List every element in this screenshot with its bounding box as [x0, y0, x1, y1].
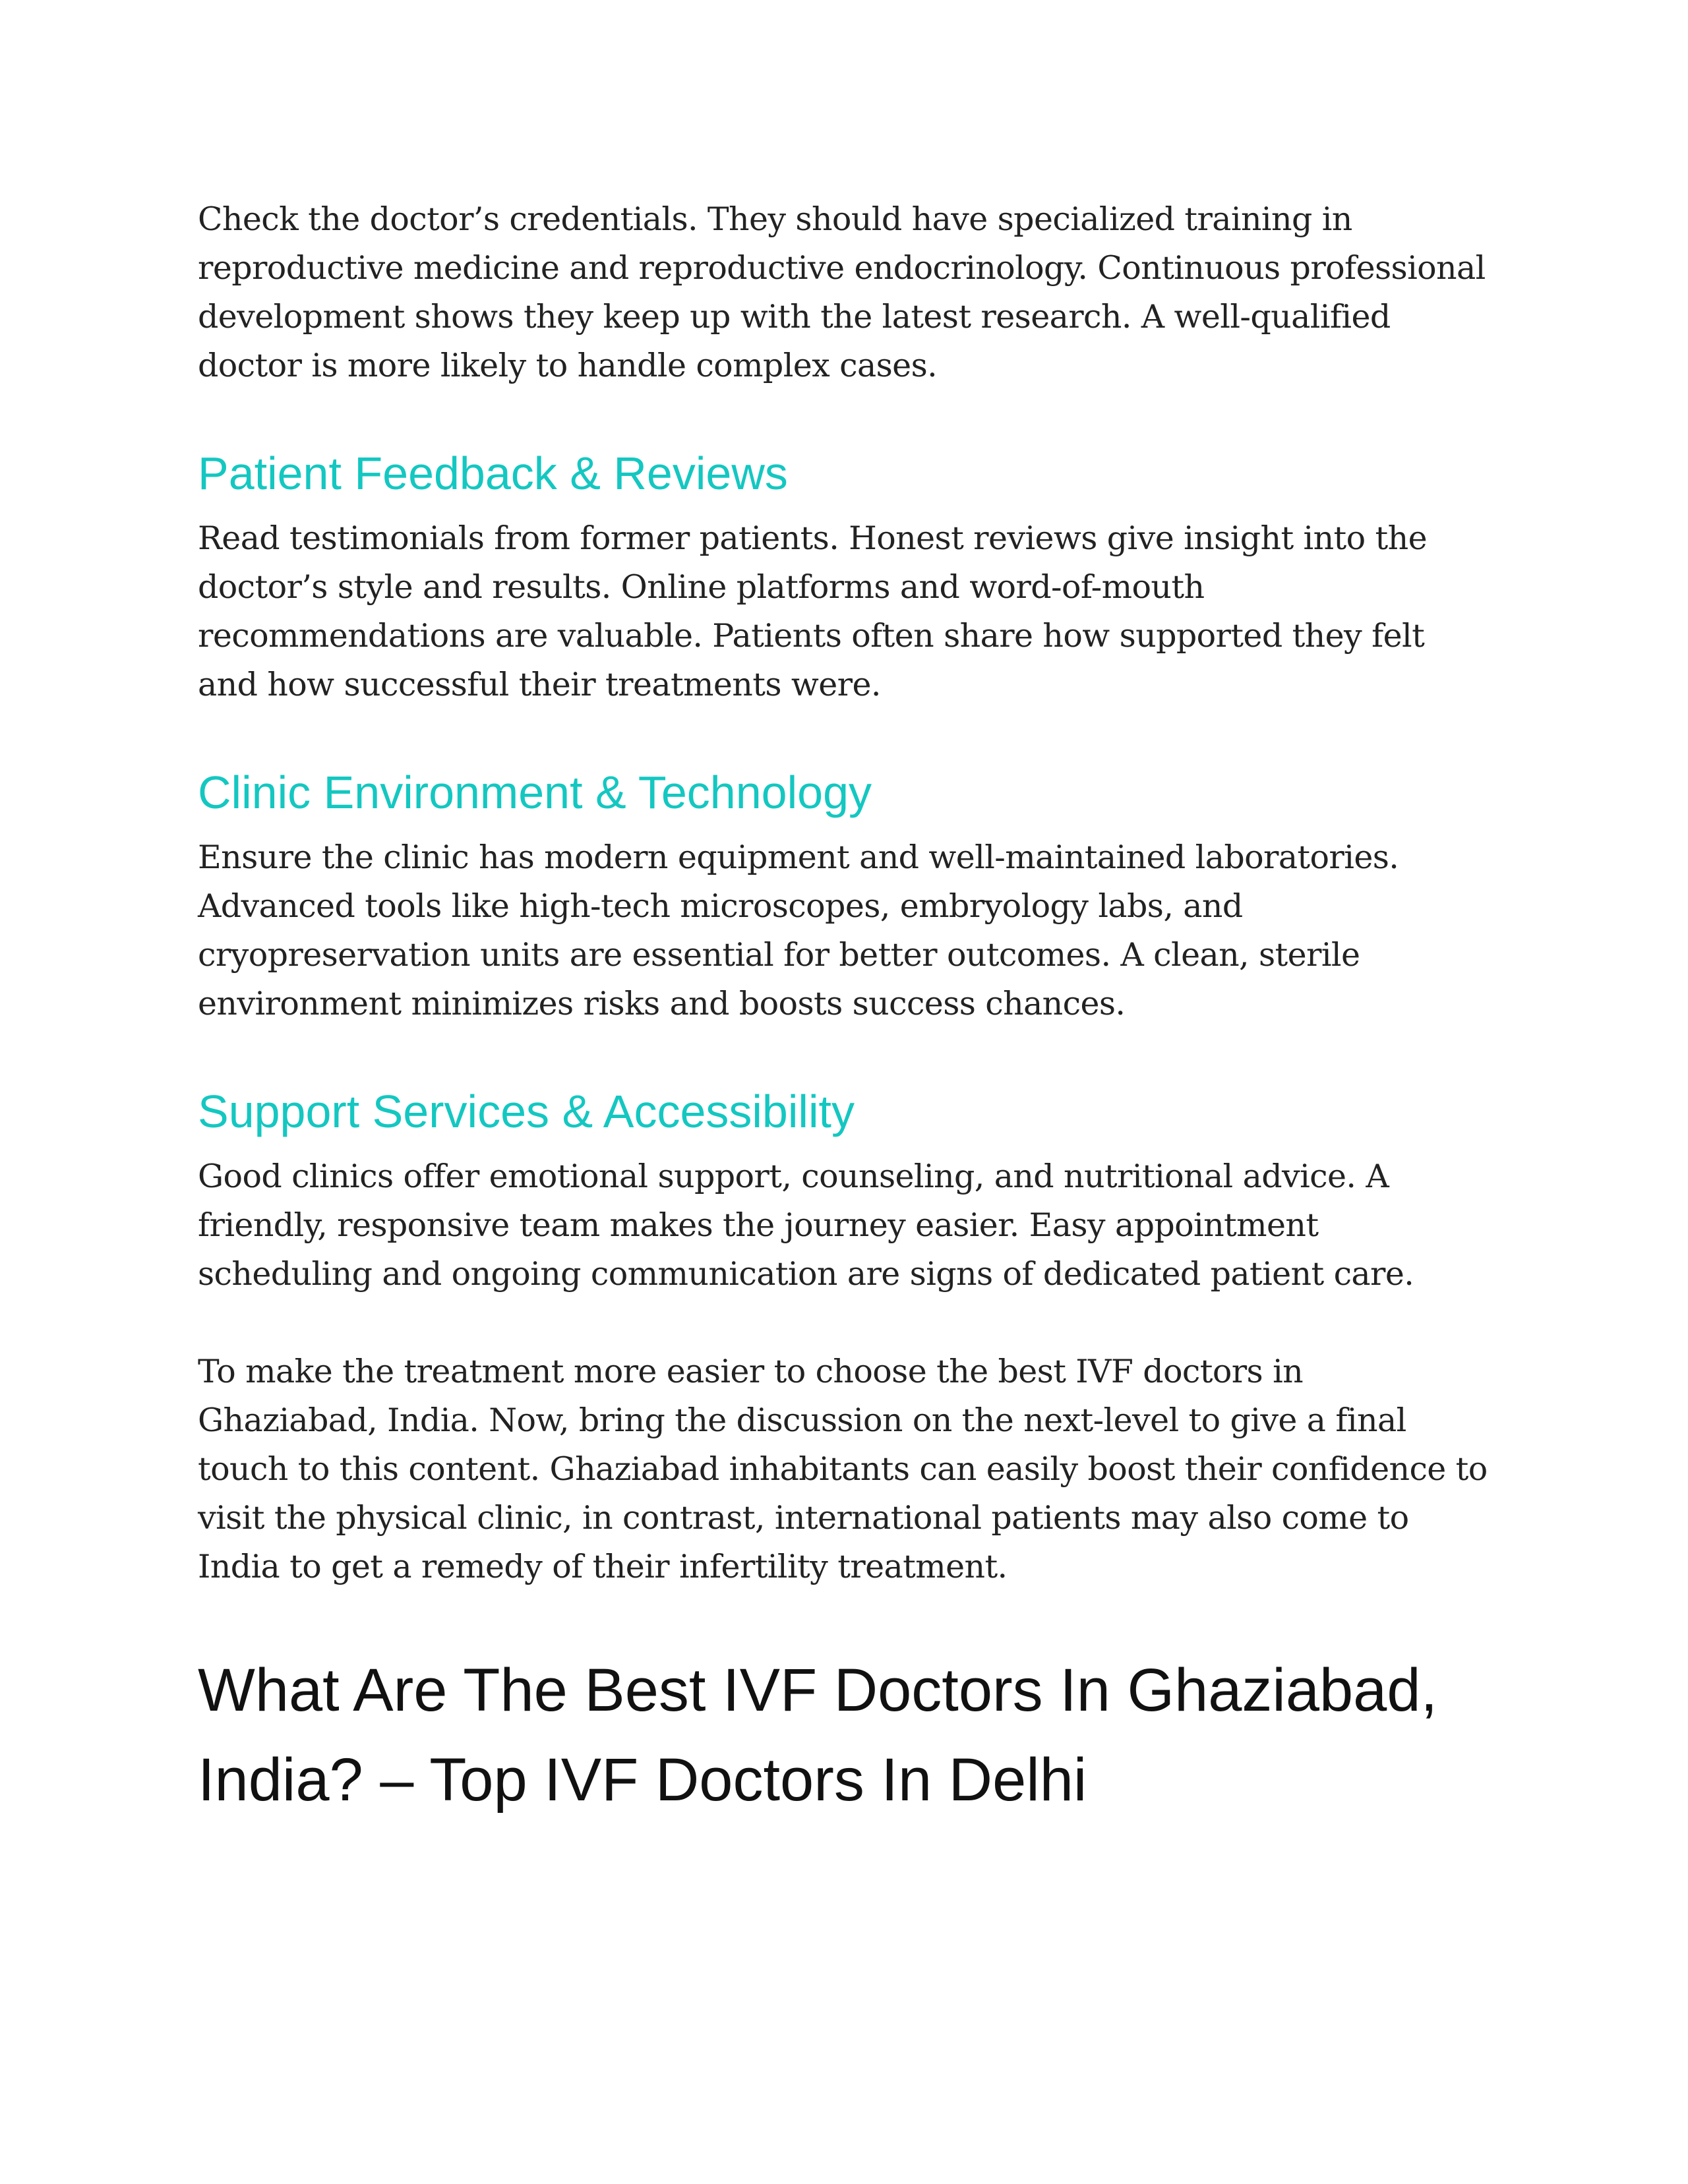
section-heading-support-services: Support Services & Accessibility [198, 1086, 855, 1137]
closing-paragraph: To make the treatment more easier to choose the best IVF doctors in Ghaziabad, India. Now, bring the discussion on the next-level to give a final touch to this content. Ghaziabad inhabitants can easily boost their confidence to visit the physical clinic, in contrast, international patients may also come to India to get a remedy of their infertility treatment. [198, 1353, 1488, 1585]
document-content [198, 195, 1490, 1825]
main-heading: What Are The Best IVF Doctors In Ghaziabad, India? – Top IVF Doctors In Delhi [198, 1657, 1438, 1814]
section-heading-clinic-environment: Clinic Environment & Technology [198, 767, 872, 818]
section-body-support-services: Good clinics offer emotional support, counseling, and nutritional advice. A friendly, responsive team makes the journey easier. Easy appointment scheduling and ongoing communication are signs of dedicated patient care. [198, 1158, 1414, 1293]
section-body-clinic-environment: Ensure the clinic has modern equipment and well-maintained laboratories. Advanced tools like high-tech microscopes, embryology labs, and cryopreservation units are essential for better outcomes. A clean, sterile environment minimizes risks and boosts success chances. [198, 839, 1399, 1022]
section-heading-patient-feedback: Patient Feedback & Reviews [198, 448, 788, 499]
intro-paragraph: Check the doctor’s credentials. They should have specialized training in reproductive medicine and reproductive endocrinology. Continuous professional development shows they keep up with the latest research. A well-qualified doctor is more likely to handle complex cases. [198, 200, 1486, 384]
section-body-patient-feedback: Read testimonials from former patients. Honest reviews give insight into the doctor’s style and results. Online platforms and word-of-mouth recommendations are valuable. Patients often share how supported they felt and how successful their treatments were. [198, 519, 1427, 703]
